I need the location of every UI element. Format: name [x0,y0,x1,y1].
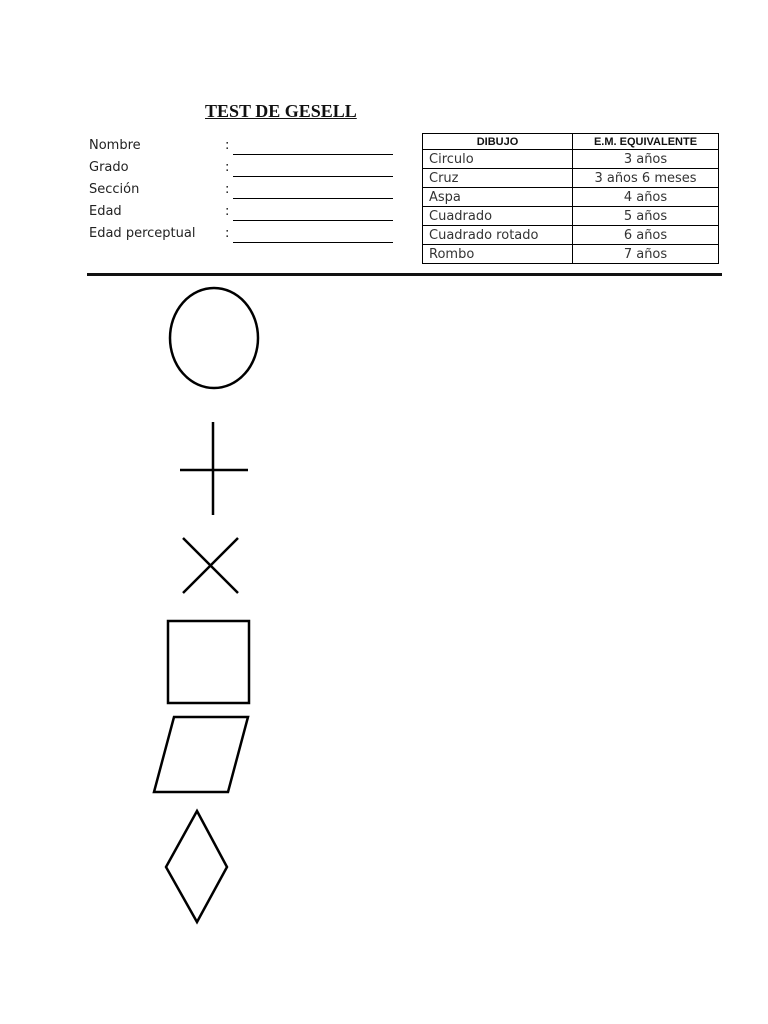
field-label: Nombre [89,138,141,153]
table-cell-dibujo: Rombo [423,245,573,264]
field-colon: : [225,182,230,197]
field-colon: : [225,204,230,219]
parallelogram-figure [154,717,248,792]
table-cell-dibujo: Aspa [423,188,573,207]
table-cell-edad: 3 años [573,150,719,169]
field-colon: : [225,138,230,153]
document-title: TEST DE GESELL [205,101,357,121]
field-label: Edad [89,204,122,219]
field-colon: : [225,160,230,175]
column-header-equivalente: E.M. EQUIVALENTE [573,134,719,150]
cross-figure [180,422,248,515]
table-cell-edad: 6 años [573,226,719,245]
table-cell-dibujo: Cuadrado rotado [423,226,573,245]
field-label: Grado [89,160,129,175]
table-cell-dibujo: Cruz [423,169,573,188]
table-cell-edad: 4 años [573,188,719,207]
table-cell-edad: 3 años 6 meses [573,169,719,188]
field-label: Edad perceptual [89,226,196,241]
table-cell-edad: 5 años [573,207,719,226]
square-figure [168,621,249,703]
diamond-figure [166,811,227,922]
table-cell-dibujo: Cuadrado [423,207,573,226]
circle-figure [170,288,258,388]
field-colon: : [225,226,230,241]
x-figure [183,538,238,593]
table-cell-edad: 7 años [573,245,719,264]
field-label: Sección [89,182,140,197]
table-cell-dibujo: Circulo [423,150,573,169]
column-header-dibujo: DIBUJO [423,134,573,150]
